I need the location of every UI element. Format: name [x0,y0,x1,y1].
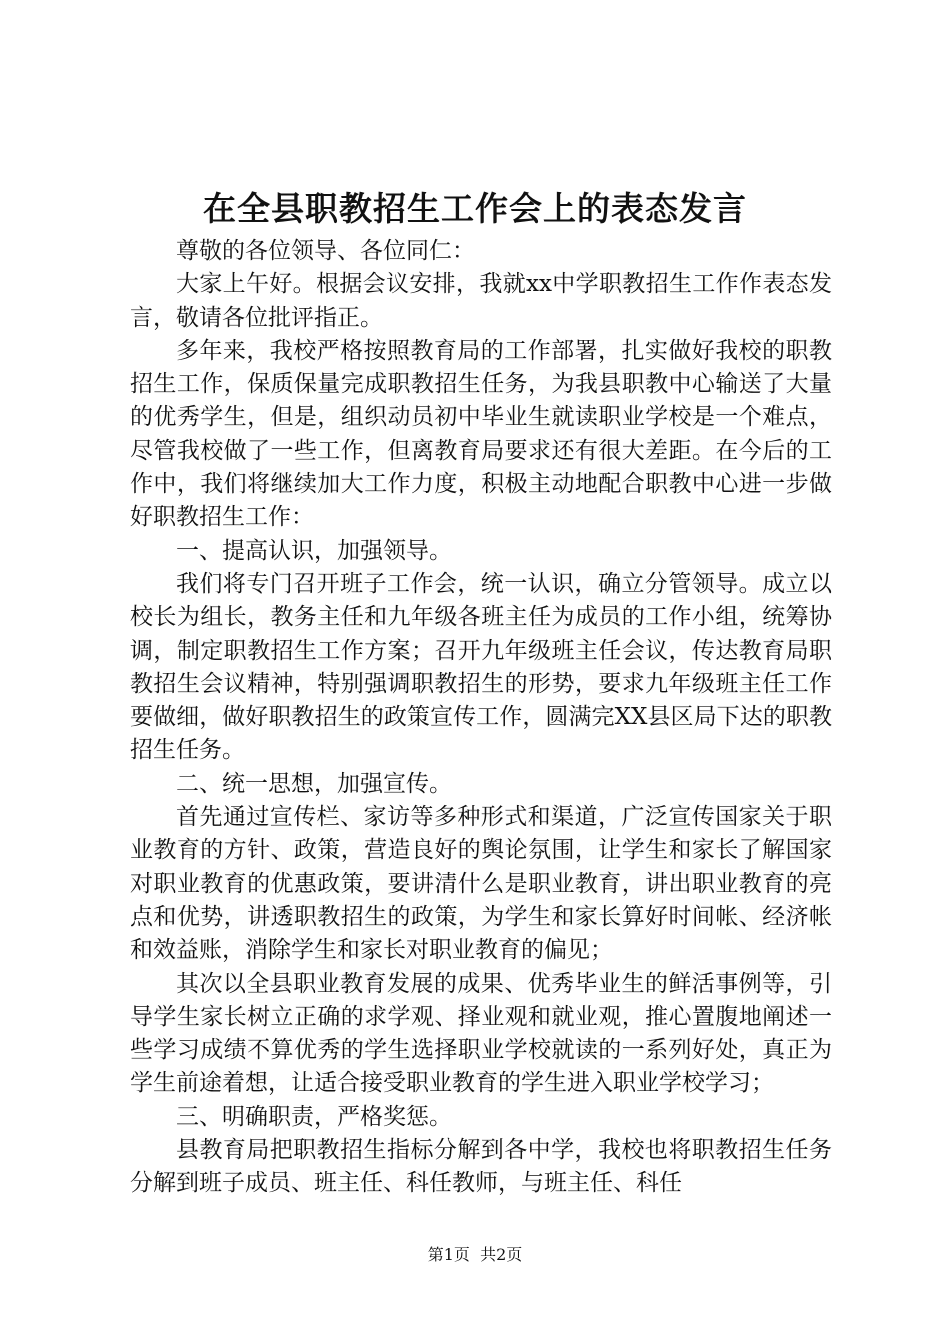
paragraph-intro: 多年来，我校严格按照教育局的工作部署，扎实做好我校的职教招生工作，保质保量完成职教招生任务，为我县职教中心输送了大量的优秀学生，但是，组织动员初中毕业生就读职业学校是一个难点，尽管我校做了一些工作，但离教育局要求还有很大差距。在今后的工作中，我们将继续加大工作力度，积极主动地配合职教中心进一步做好职教招生工作： [130,337,832,531]
section-heading-3: 三、明确职责，严格奖惩。 [176,1103,452,1130]
paragraph-section-3: 县教育局把职教招生指标分解到各中学，我校也将职教招生任务分解到班子成员、班主任、科任教师，与班主任、科任 [130,1137,832,1197]
section-heading-2: 二、统一思想，加强宣传。 [176,770,452,797]
paragraph-greeting: 大家上午好。根据会议安排，我就xx中学职教招生工作作表态发言，敬请各位批评指正。 [130,271,832,331]
document-body [130,235,832,1201]
section-heading-1: 一、提高认识，加强领导。 [176,537,452,564]
paragraph-section-1: 我们将专门召开班子工作会，统一认识，确立分管领导。成立以校长为组长，教务主任和九年级各班主任为成员的工作小组，统筹协调，制定职教招生工作方案；召开九年级班主任会议，传达教育局职教招生会议精神，特别强调职教招生的形势，要求九年级班主任工作要做细，做好职教招生的政策宣传工作，圆满完XX县区局下达的职教招生任务。 [130,570,832,764]
document-title: 在全县职教招生工作会上的表态发言 [203,189,747,228]
page-footer [0,1244,950,1266]
page-number: 第1页 共2页 [427,1245,523,1264]
salutation: 尊敬的各位领导、各位同仁： [176,238,475,264]
paragraph-section-2b: 其次以全县职业教育发展的成果、优秀毕业生的鲜活事例等，引导学生家长树立正确的求学观、择业观和就业观，推心置腹地阐述一些学习成绩不算优秀的学生选择职业学校就读的一系列好处，真正为学生前途着想，让适合接受职业教育的学生进入职业学校学习； [130,970,832,1097]
paragraph-section-2a: 首先通过宣传栏、家访等多种形式和渠道，广泛宣传国家关于职业教育的方针、政策，营造良好的舆论氛围，让学生和家长了解国家对职业教育的优惠政策，要讲清什么是职业教育，讲出职业教育的亮点和优势，讲透职教招生的政策，为学生和家长算好时间帐、经济帐和效益账，消除学生和家长对职业教育的偏见； [130,804,832,964]
